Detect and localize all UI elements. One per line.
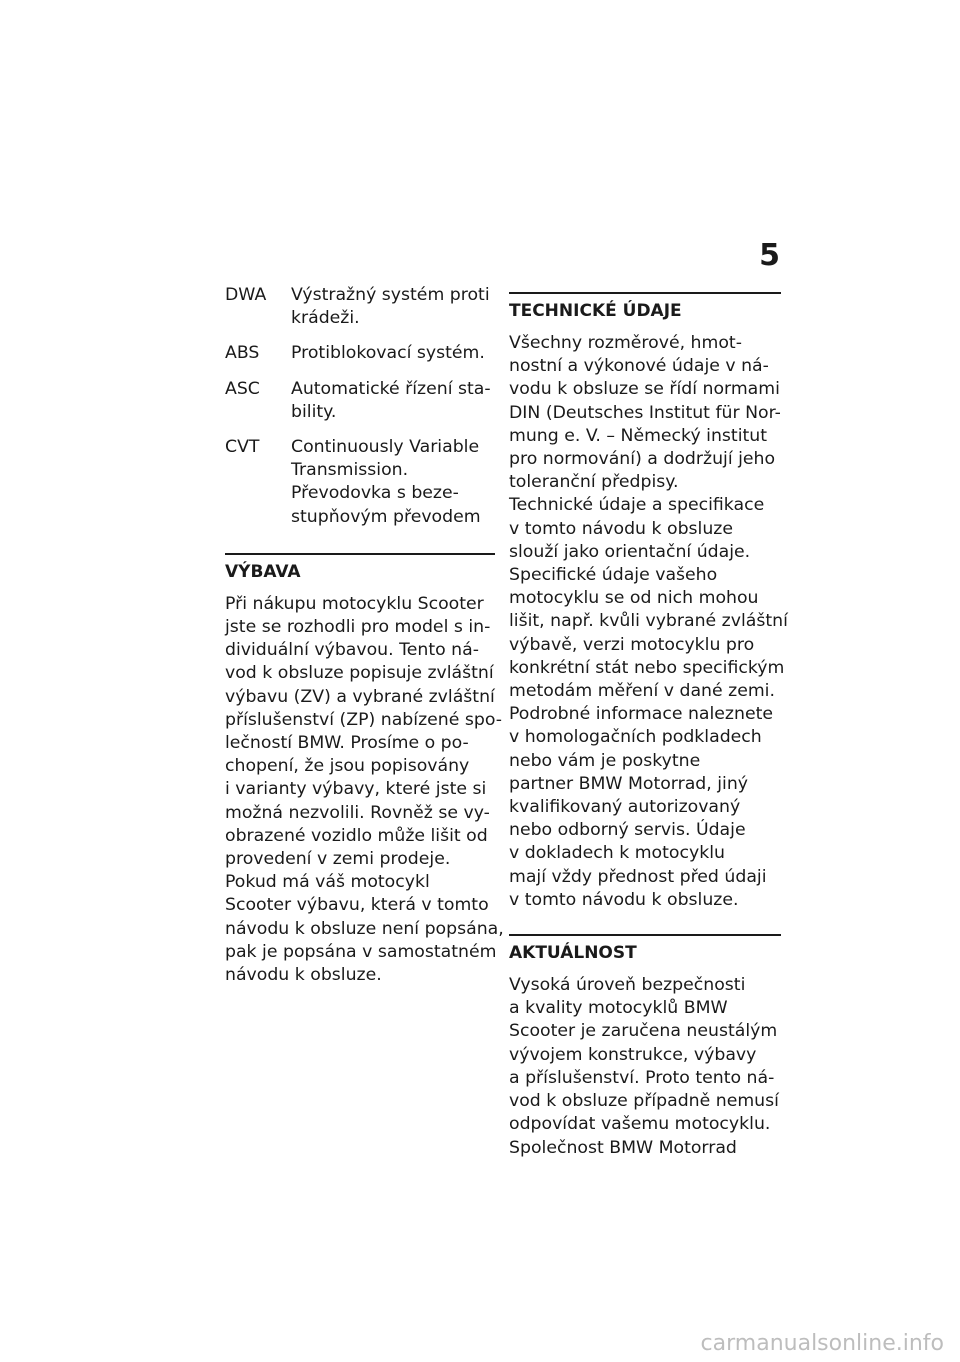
abbreviation-definition-line: stupňovým převodem bbox=[291, 506, 481, 527]
body-text-line: pak je popsána v samostatném bbox=[225, 941, 497, 962]
body-text-line: Specifické údaje vašeho bbox=[509, 565, 718, 586]
body-text-line: Technické údaje a specifikace bbox=[509, 495, 765, 516]
abbreviation-item bbox=[225, 436, 495, 529]
body-text-line: v homologačních podkladech bbox=[509, 727, 762, 748]
body-text-line: mung e. V. – Německý institut bbox=[509, 425, 768, 446]
body-text-line: Při nákupu motocyklu Scooter bbox=[225, 593, 484, 614]
section-heading-vybava: VÝBAVA bbox=[225, 553, 495, 585]
body-text-line: lišit, např. kvůli vybrané zvláštní bbox=[509, 611, 788, 632]
body-text-line: návodu k obsluze. bbox=[225, 965, 382, 986]
abbreviation-term: CVT bbox=[225, 437, 260, 458]
body-text-line: vod k obsluze případně nemusí bbox=[509, 1091, 779, 1112]
abbreviation-item bbox=[225, 284, 495, 330]
body-text-line: možná nezvolili. Rovněž se vy- bbox=[225, 802, 490, 823]
body-text-line: jste se rozhodli pro model s in- bbox=[225, 617, 491, 638]
body-text-line: chopení, že jsou popisovány bbox=[225, 756, 470, 777]
abbreviation-term: ASC bbox=[225, 378, 260, 399]
body-text-line: odpovídat vašemu motocyklu. bbox=[509, 1114, 771, 1135]
body-text-line: motocyklu se od nich mohou bbox=[509, 588, 759, 609]
section-body-aktualnost bbox=[509, 974, 781, 1160]
abbreviation-item bbox=[225, 378, 495, 424]
section-heading-aktualnost: AKTUÁLNOST bbox=[509, 934, 781, 966]
body-text-line: lečností BMW. Prosíme o po- bbox=[225, 733, 469, 754]
body-text-line: Podrobné informace naleznete bbox=[509, 704, 773, 725]
body-text-line: toleranční předpisy. bbox=[509, 472, 679, 493]
body-text-line: slouží jako orientační údaje. bbox=[509, 541, 751, 562]
abbreviation-definition-line: Převodovka s beze- bbox=[291, 483, 459, 504]
body-text-line: obrazené vozidlo může lišit od bbox=[225, 825, 488, 846]
body-text-line: vodu k obsluze se řídí normami bbox=[509, 379, 780, 400]
body-text-line: metodám měření v dané zemi. bbox=[509, 681, 775, 702]
abbreviation-definition-line: Výstražný systém proti bbox=[291, 285, 490, 305]
body-text-line: i varianty výbavy, které jste si bbox=[225, 779, 487, 800]
body-text-line: příslušenství (ZP) nabízené spo- bbox=[225, 709, 502, 730]
body-text-line: v tomto návodu k obsluze bbox=[509, 518, 734, 539]
body-text-line: Společnost BMW Motorrad bbox=[509, 1137, 737, 1158]
body-text-line: pro normování) a dodržují jeho bbox=[509, 449, 776, 470]
body-text-line: Vysoká úroveň bezpečnosti bbox=[509, 975, 746, 996]
left-column bbox=[225, 284, 504, 987]
abbreviation-definition-line: krádeži. bbox=[291, 308, 360, 329]
abbreviation-definition bbox=[291, 378, 495, 424]
body-text-line: nebo vám je poskytne bbox=[509, 750, 701, 771]
abbreviation-term: ABS bbox=[225, 343, 260, 364]
abbreviation-definition-line: Protiblokovací systém. bbox=[291, 343, 485, 364]
abbreviation-list bbox=[225, 284, 495, 529]
body-text-line: partner BMW Motorrad, jiný bbox=[509, 773, 749, 794]
body-text-line: nostní a výkonové údaje v ná- bbox=[509, 356, 769, 377]
section-heading-technicke-udaje: TECHNICKÉ ÚDAJE bbox=[509, 292, 781, 324]
abbreviation-definition-line: Transmission. bbox=[291, 460, 409, 481]
watermark-text: carmanualsonline.info bbox=[700, 1331, 944, 1356]
right-column bbox=[509, 284, 788, 1160]
body-text-line: a kvality motocyklů BMW bbox=[509, 998, 728, 1019]
body-text-line: DIN (Deutsches Institut für Nor- bbox=[509, 402, 781, 423]
body-text-line: vod k obsluze popisuje zvláštní bbox=[225, 663, 494, 684]
abbreviation-item bbox=[225, 342, 495, 365]
abbreviation-definition bbox=[291, 284, 495, 330]
page-number: 5 bbox=[759, 238, 780, 273]
body-text-line: Všechny rozměrové, hmot- bbox=[509, 333, 742, 353]
body-text-line: konkrétní stát nebo specifickým bbox=[509, 657, 785, 678]
section-body-vybava bbox=[225, 593, 504, 987]
body-text-line: vývojem konstrukce, výbavy bbox=[509, 1044, 757, 1065]
body-text-line: výbavě, verzi motocyklu pro bbox=[509, 634, 755, 655]
body-text-line: Scooter je zaručena neustálým bbox=[509, 1021, 778, 1042]
abbreviation-term: DWA bbox=[225, 285, 267, 305]
body-text-line: Scooter výbavu, která v tomto bbox=[225, 895, 489, 916]
body-text-line: nebo odborný servis. Údaje bbox=[509, 820, 746, 841]
abbreviation-definition bbox=[291, 436, 495, 529]
body-text-line: a příslušenství. Proto tento ná- bbox=[509, 1067, 775, 1088]
body-text-line: mají vždy přednost před údaji bbox=[509, 866, 767, 887]
body-text-line: v tomto návodu k obsluze. bbox=[509, 889, 739, 910]
body-text-line: dividuální výbavou. Tento ná- bbox=[225, 640, 479, 661]
abbreviation-definition bbox=[291, 342, 495, 365]
body-text-line: v dokladech k motocyklu bbox=[509, 843, 725, 864]
body-text-line: Pokud má váš motocykl bbox=[225, 872, 430, 893]
section-body-technicke-udaje bbox=[509, 332, 788, 912]
body-text-line: provedení v zemi prodeje. bbox=[225, 849, 451, 870]
abbreviation-definition-line: Automatické řízení sta- bbox=[291, 378, 491, 399]
body-text-line: návodu k obsluze není popsána, bbox=[225, 918, 504, 939]
body-text-line: výbavu (ZV) a vybrané zvláštní bbox=[225, 686, 495, 707]
abbreviation-definition-line: Continuously Variable bbox=[291, 437, 480, 458]
abbreviation-definition-line: bility. bbox=[291, 401, 337, 422]
body-text-line: kvalifikovaný autorizovaný bbox=[509, 797, 741, 818]
